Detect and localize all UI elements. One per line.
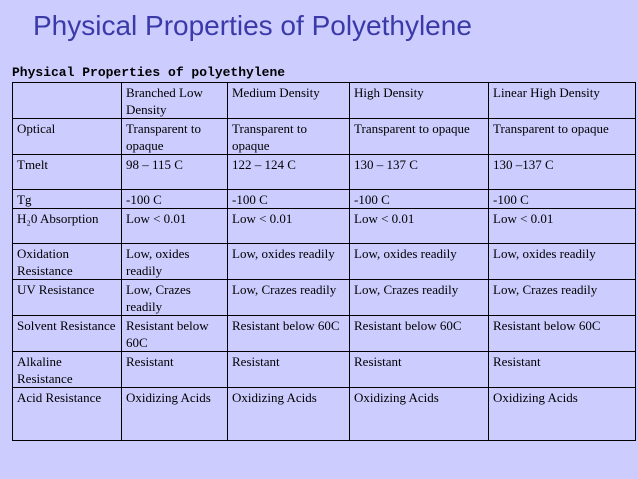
table-cell: Resistant <box>122 352 228 388</box>
table-row <box>13 316 636 352</box>
table-cell: Low, Crazes readily <box>228 280 350 316</box>
table-row <box>13 388 636 441</box>
row-label-tmelt: Tmelt <box>13 155 122 190</box>
table-cell: Resistant below 60C <box>489 316 636 352</box>
row-label-tg: Tg <box>13 190 122 209</box>
table-cell: -100 C <box>489 190 636 209</box>
table-row <box>13 352 636 388</box>
table-cell: 130 – 137 C <box>350 155 489 190</box>
table-row <box>13 119 636 155</box>
table-row <box>13 155 636 190</box>
table-cell: Oxidizing Acids <box>489 388 636 441</box>
table-cell: Low, oxides readily <box>122 244 228 280</box>
header-cell-linear-high-density: Linear High Density <box>489 83 636 119</box>
table-cell: -100 C <box>122 190 228 209</box>
row-label-uv-resistance: UV Resistance <box>13 280 122 316</box>
table-cell: Oxidizing Acids <box>122 388 228 441</box>
table-cell: Low, oxides readily <box>489 244 636 280</box>
table-cell: Low, oxides readily <box>228 244 350 280</box>
header-cell-property <box>13 83 122 119</box>
table-cell: Low < 0.01 <box>489 209 636 244</box>
table-cell: Transparent to opaque <box>350 119 489 155</box>
table-cell: Low, Crazes readily <box>350 280 489 316</box>
table-cell: Low < 0.01 <box>228 209 350 244</box>
row-label-oxidation-resistance: Oxidation Resistance <box>13 244 122 280</box>
table-header-row <box>13 83 636 119</box>
header-cell-medium-density: Medium Density <box>228 83 350 119</box>
table-cell: 130 –137 C <box>489 155 636 190</box>
header-cell-branched-low-density: Branched Low Density <box>122 83 228 119</box>
slide-title: Physical Properties of Polyethylene <box>33 10 472 41</box>
table-cell: Transparent to opaque <box>228 119 350 155</box>
row-label-water-absorption: H₂0 Absorption <box>13 209 122 244</box>
table-row <box>13 244 636 280</box>
table-cell: Resistant <box>350 352 489 388</box>
row-label-alkaline-resistance: Alkaline Resistance <box>13 352 122 388</box>
table-caption: Physical Properties of polyethylene <box>12 65 286 80</box>
table-cell: Resistant below 60C <box>122 316 228 352</box>
table-cell: Low, Crazes readily <box>122 280 228 316</box>
row-label-acid-resistance: Acid Resistance <box>13 388 122 441</box>
row-label-solvent-resistance: Solvent Resistance <box>13 316 122 352</box>
table-cell: Resistant <box>489 352 636 388</box>
row-label-optical: Optical <box>13 119 122 155</box>
table-cell: Low < 0.01 <box>122 209 228 244</box>
table-cell: -100 C <box>228 190 350 209</box>
table-cell: Low, Crazes readily <box>489 280 636 316</box>
table-cell: Resistant below 60C <box>228 316 350 352</box>
table-cell: Resistant <box>228 352 350 388</box>
header-cell-high-density: High Density <box>350 83 489 119</box>
table-cell: 98 – 115 C <box>122 155 228 190</box>
table-cell: Transparent to opaque <box>489 119 636 155</box>
table-cell: Oxidizing Acids <box>228 388 350 441</box>
table-cell: Resistant below 60C <box>350 316 489 352</box>
table-cell: Low, oxides readily <box>350 244 489 280</box>
table-cell: -100 C <box>350 190 489 209</box>
table-cell: Transparent to opaque <box>122 119 228 155</box>
table-cell: Oxidizing Acids <box>350 388 489 441</box>
table-row <box>13 190 636 209</box>
table-cell: Low < 0.01 <box>350 209 489 244</box>
properties-table <box>12 82 636 441</box>
table-row <box>13 280 636 316</box>
table-row <box>13 209 636 244</box>
table-cell: 122 – 124 C <box>228 155 350 190</box>
